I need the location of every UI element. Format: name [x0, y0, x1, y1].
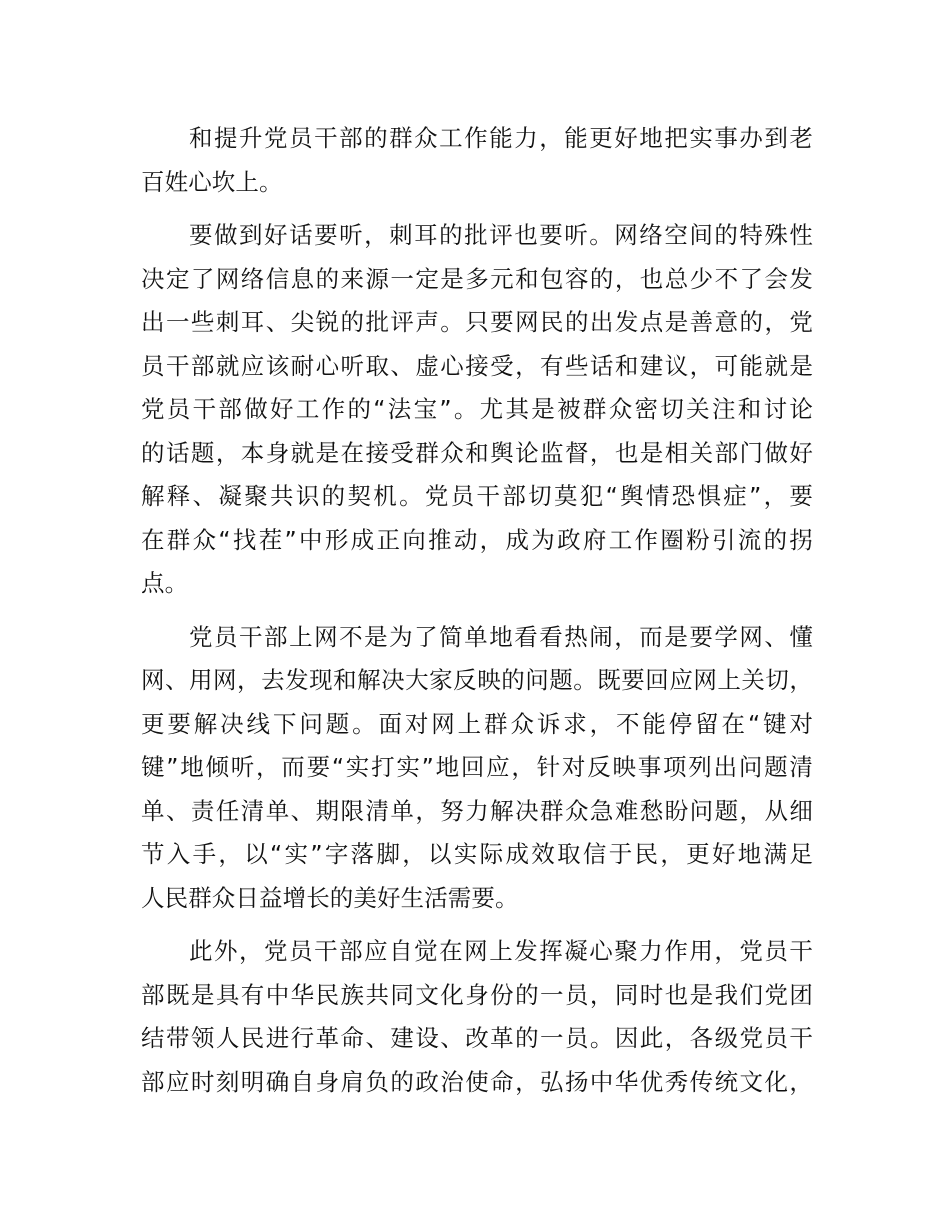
text-line: 点。 [141, 569, 189, 597]
text-line: 和提升党员干部的群众工作能力，能更好地把实事办到老 [189, 124, 813, 152]
text-line: 单、责任清单、期限清单，努力解决群众急难愁盼问题，从细 [141, 796, 813, 825]
paragraph-4 [141, 930, 813, 1104]
paragraph-1 [141, 117, 813, 204]
text-line: 节入手，以“实”字落脚，以实际成效取信于民，更好地满足 [141, 840, 813, 868]
text-line: 部应时刻明确自身肩负的政治使命，弘扬中华优秀传统文化， [141, 1067, 813, 1096]
text-line: 百姓心坎上。 [141, 167, 283, 196]
text-line: 人民群众日益增长的美好生活需要。 [141, 883, 519, 912]
text-line: 在群众“找茬”中形成正向推动，成为政府工作圈粉引流的拐 [141, 525, 813, 554]
text-line: 网、用网，去发现和解决大家反映的问题。既要回应网上关切， [141, 666, 813, 694]
text-line: 决定了网络信息的来源一定是多元和包容的，也总少不了会发 [141, 264, 813, 293]
paragraph-3 [141, 616, 813, 921]
text-line: 部既是具有中华民族共同文化身份的一员，同时也是我们党团 [141, 980, 813, 1009]
text-line: 要做到好话要听，刺耳的批评也要听。网络空间的特殊性 [189, 221, 813, 249]
text-line: 党员干部做好工作的“法宝”。尤其是被群众密切关注和讨论 [141, 395, 813, 423]
text-line: 的话题，本身就是在接受群众和舆论监督，也是相关部门做好 [141, 438, 813, 467]
text-line: 出一些刺耳、尖锐的批评声。只要网民的出发点是善意的，党 [141, 308, 813, 336]
text-line: 解释、凝聚共识的契机。党员干部切莫犯“舆情恐惧症”，要 [141, 482, 813, 510]
document-page [141, 117, 813, 1114]
text-line: 此外，党员干部应自觉在网上发挥凝心聚力作用，党员干 [189, 937, 813, 965]
text-line: 键”地倾听，而要“实打实”地回应，针对反映事项列出问题清 [141, 753, 813, 781]
text-line: 员干部就应该耐心听取、虚心接受，有些话和建议，可能就是 [141, 351, 813, 380]
text-line: 更要解决线下问题。面对网上群众诉求，不能停留在“键对 [141, 709, 813, 738]
text-line: 结带领人民进行革命、建设、改革的一员。因此，各级党员干 [141, 1024, 813, 1052]
text-line: 党员干部上网不是为了简单地看看热闹，而是要学网、懂 [189, 622, 813, 651]
paragraph-2 [141, 214, 813, 606]
